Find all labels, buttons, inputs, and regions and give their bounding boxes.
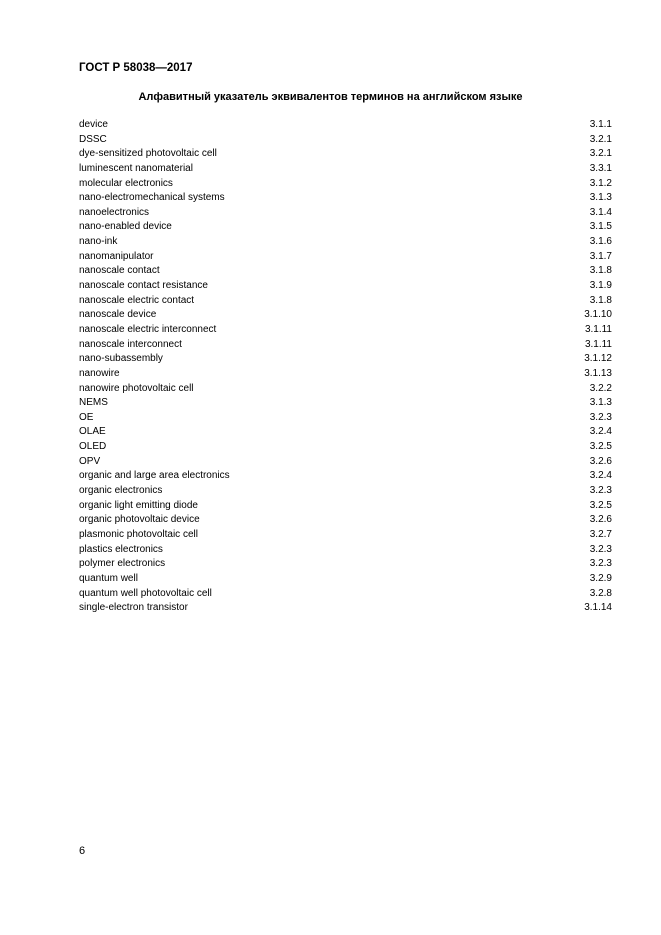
index-term: nanomanipulator <box>79 250 154 262</box>
index-row <box>79 425 612 440</box>
index-term-reference: 3.2.6 <box>589 514 612 526</box>
index-term-reference: 3.2.8 <box>589 587 612 599</box>
index-row <box>79 118 612 133</box>
page-number: 6 <box>79 845 86 857</box>
index-term-reference: 3.1.3 <box>589 192 612 204</box>
index-row <box>79 235 612 250</box>
index-term: nanoscale device <box>79 309 157 321</box>
index-term-reference: 3.2.4 <box>589 426 612 438</box>
index-term-reference: 3.1.10 <box>584 309 612 321</box>
index-row <box>79 250 612 265</box>
index-term-reference: 3.2.6 <box>589 455 612 467</box>
index-row <box>79 147 612 162</box>
index-term-reference: 3.1.8 <box>589 265 612 277</box>
index-term-reference: 3.2.1 <box>589 133 612 145</box>
index-term-reference: 3.1.5 <box>589 221 612 233</box>
index-row <box>79 352 612 367</box>
index-row <box>79 162 612 177</box>
index-term: organic and large area electronics <box>79 470 230 482</box>
index-row <box>79 264 612 279</box>
index-term-reference: 3.1.11 <box>584 338 612 350</box>
index-term: OPV <box>79 455 101 467</box>
index-row <box>79 528 612 543</box>
index-term-reference: 3.1.4 <box>589 206 612 218</box>
index-term-reference: 3.1.12 <box>584 353 612 365</box>
index-term-reference: 3.1.6 <box>589 236 612 248</box>
index-term-reference: 3.1.2 <box>589 177 612 189</box>
index-term-reference: 3.2.5 <box>589 441 612 453</box>
index-term: organic photovoltaic device <box>79 514 200 526</box>
index-row <box>79 455 612 470</box>
index-term-reference: 3.1.7 <box>589 250 612 262</box>
index-row <box>79 557 612 572</box>
index-term: nano-subassembly <box>79 353 163 365</box>
index-row <box>79 572 612 587</box>
index-term: plastics electronics <box>79 543 163 555</box>
index-term-reference: 3.1.1 <box>589 119 612 130</box>
index-term: nano-enabled device <box>79 221 172 233</box>
index-row <box>79 411 612 426</box>
index-row <box>79 601 612 616</box>
index-term: nano-electromechanical systems <box>79 192 225 204</box>
index-row <box>79 499 612 514</box>
index-row <box>79 469 612 484</box>
index-term-reference: 3.2.3 <box>589 543 612 555</box>
index-row <box>79 440 612 455</box>
index-term: nanoelectronics <box>79 206 150 218</box>
index-term: luminescent nanomaterial <box>79 162 193 174</box>
index-term: DSSC <box>79 133 107 145</box>
index-row <box>79 191 612 206</box>
index-term-reference: 3.2.3 <box>589 411 612 423</box>
index-row <box>79 294 612 309</box>
index-row <box>79 338 612 353</box>
index-term: NEMS <box>79 397 108 409</box>
index-term: molecular electronics <box>79 177 173 189</box>
index-term-reference: 3.1.8 <box>589 294 612 306</box>
index-term-reference: 3.2.5 <box>589 499 612 511</box>
index-row <box>79 279 612 294</box>
term-index-list <box>79 118 612 616</box>
index-term: plasmonic photovoltaic cell <box>79 528 198 540</box>
index-row <box>79 133 612 148</box>
index-term: nanoscale electric interconnect <box>79 323 217 335</box>
index-term: nanowire <box>79 367 120 379</box>
index-term: quantum well photovoltaic cell <box>79 587 212 599</box>
index-term-reference: 3.1.3 <box>589 397 612 409</box>
index-row <box>79 382 612 397</box>
index-term: nano-ink <box>79 236 118 248</box>
index-term-reference: 3.1.13 <box>584 367 612 379</box>
index-term: nanoscale contact resistance <box>79 280 208 292</box>
index-row <box>79 396 612 411</box>
index-row <box>79 543 612 558</box>
index-row <box>79 308 612 323</box>
index-term-reference: 3.2.3 <box>589 558 612 570</box>
index-row <box>79 484 612 499</box>
index-term: dye-sensitized photovoltaic cell <box>79 148 217 160</box>
index-term-reference: 3.1.9 <box>589 280 612 292</box>
index-term-reference: 3.1.11 <box>584 323 612 335</box>
index-term: polymer electronics <box>79 558 166 570</box>
index-term: quantum well <box>79 572 138 584</box>
index-term: organic light emitting diode <box>79 499 198 511</box>
index-term: nanoscale electric contact <box>79 294 195 306</box>
index-row <box>79 206 612 221</box>
index-term: nanoscale contact <box>79 265 160 277</box>
index-term: OLAE <box>79 426 106 438</box>
index-row <box>79 587 612 602</box>
index-row <box>79 367 612 382</box>
index-term-reference: 3.2.9 <box>589 572 612 584</box>
index-term: organic electronics <box>79 485 163 497</box>
index-term-reference: 3.2.4 <box>589 470 612 482</box>
index-row <box>79 220 612 235</box>
index-term-reference: 3.1.14 <box>584 602 612 614</box>
index-term: device <box>79 119 108 130</box>
document-header: ГОСТ Р 58038—2017 <box>79 62 193 74</box>
index-term: OLED <box>79 441 107 453</box>
index-row <box>79 323 612 338</box>
index-term: nanowire photovoltaic cell <box>79 382 194 394</box>
index-term-reference: 3.2.3 <box>589 485 612 497</box>
index-row <box>79 177 612 192</box>
index-term: OE <box>79 411 94 423</box>
index-row <box>79 513 612 528</box>
index-term-reference: 3.3.1 <box>589 162 612 174</box>
index-term-reference: 3.2.1 <box>589 148 612 160</box>
index-term-reference: 3.2.7 <box>589 528 612 540</box>
index-term-reference: 3.2.2 <box>589 382 612 394</box>
index-term: nanoscale interconnect <box>79 338 182 350</box>
index-title: Алфавитный указатель эквивалентов терминов на английском языке <box>138 91 523 103</box>
index-term: single-electron transistor <box>79 602 188 614</box>
